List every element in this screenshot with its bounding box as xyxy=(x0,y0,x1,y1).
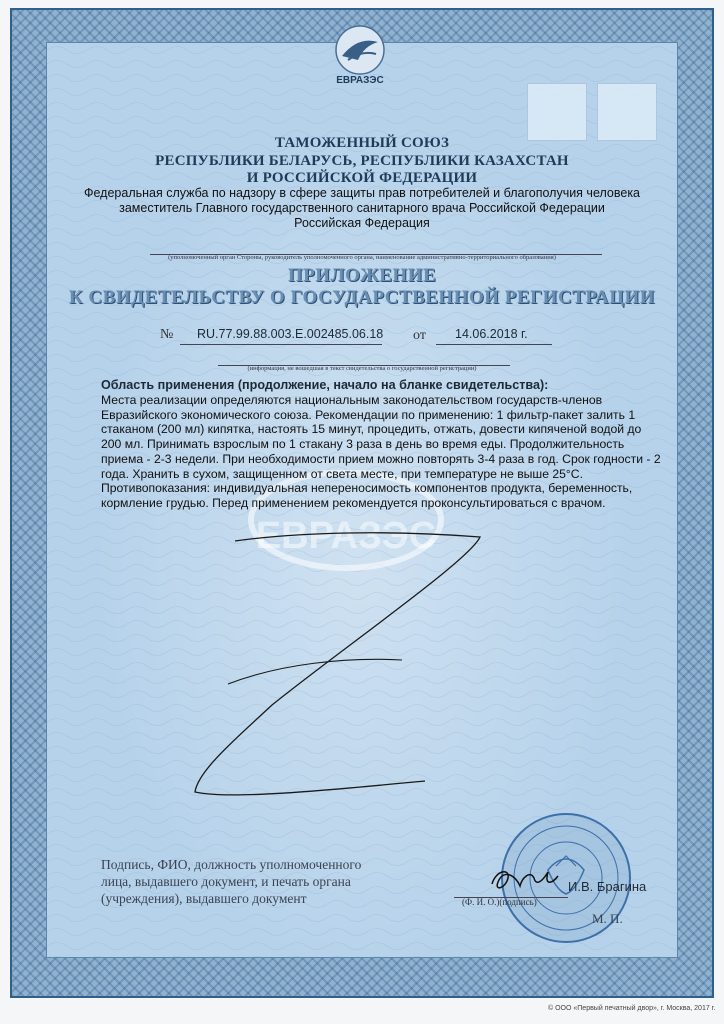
header-line1: ТАМОЖЕННЫЙ СОЮЗ xyxy=(274,135,450,151)
authority-line3: Российская Федерация xyxy=(294,216,430,230)
info-caption: (информация, не вошедшая в текст свидетельства о государственной регистрации) xyxy=(247,365,477,372)
signature-label: Подпись, ФИО, должность уполномоченного xyxy=(101,857,362,872)
registration-date: 14.06.2018 г. xyxy=(455,327,528,341)
authority-line1: Федеральная служба по надзору в сфере защиты прав потребителей и благополучия человека xyxy=(83,186,641,200)
authority-caption: (уполномоченный орган Стороны, руководитель уполномоченного органа, наименование административно-территориального образования) xyxy=(168,254,556,261)
printer-footer: © ООО «Первый печатный двор», г. Москва, 2017 г. xyxy=(548,1005,716,1012)
watermark-text: ЕВРАЗЭС xyxy=(255,515,437,557)
title-line2: К СВИДЕТЕЛЬСТВУ О ГОСУДАРСТВЕННОЙ РЕГИСТРАЦИИ xyxy=(68,287,656,308)
content-line: Места реализации определяются национальным законодательством государств-членов xyxy=(101,393,603,407)
date-label: от xyxy=(413,328,426,343)
handwritten-signature xyxy=(486,856,576,900)
number-label: № xyxy=(160,327,174,342)
content-line: стаканом (200 мл) кипятка, настоять 15 минут, процедить, отжать, довести кипяченой водой до xyxy=(101,422,642,437)
header-line3: И РОССИЙСКОЙ ФЕДЕРАЦИИ xyxy=(246,170,478,186)
signature-label: (учреждения), выдавшего документ xyxy=(101,891,307,906)
signatory-name: И.В. Брагина xyxy=(568,879,647,894)
content-line: Противопоказания: индивидуальная непереносимость компонентов продукта, беременность, xyxy=(101,481,633,496)
mp-label: М. П. xyxy=(592,911,623,926)
content-line: Евразийского экономического союза. Рекомендации по применению: 1 фильтр-пакет залить 1 xyxy=(101,407,636,422)
content-line: года. Хранить в сухом, защищенном от света месте, при температуре не выше 25°С. xyxy=(101,466,583,481)
title-line1: ПРИЛОЖЕНИЕ xyxy=(287,265,437,286)
registration-number: RU.77.99.88.003.E.002485.06.18 xyxy=(197,327,384,341)
signature-label: лица, выдавшего документ, и печать органа xyxy=(101,874,351,889)
logo-text: ЕВРАЗЭС xyxy=(336,75,384,86)
content-line: приема - 2-3 недели. При необходимости прием можно повторять 3-4 раза в год. Срок годности - 2 xyxy=(101,451,661,466)
content-heading: Область применения (продолжение, начало на бланке свидетельства): xyxy=(101,378,549,392)
content-line: 200 мл. Принимать взрослым по 1 стакану 3 раза в день во время еды. Продолжительность xyxy=(101,437,625,452)
signature-caption: (Ф. И. О.)(подпись) xyxy=(462,897,537,907)
authority-line2: заместитель Главного государственного санитарного врача Российской Федерации xyxy=(119,201,605,215)
content-line: кормление грудью. Перед применением рекомендуется проконсультироваться с врачом. xyxy=(101,495,606,510)
header-line2: РЕСПУБЛИКИ БЕЛАРУСЬ, РЕСПУБЛИКИ КАЗАХСТАН xyxy=(155,153,569,169)
